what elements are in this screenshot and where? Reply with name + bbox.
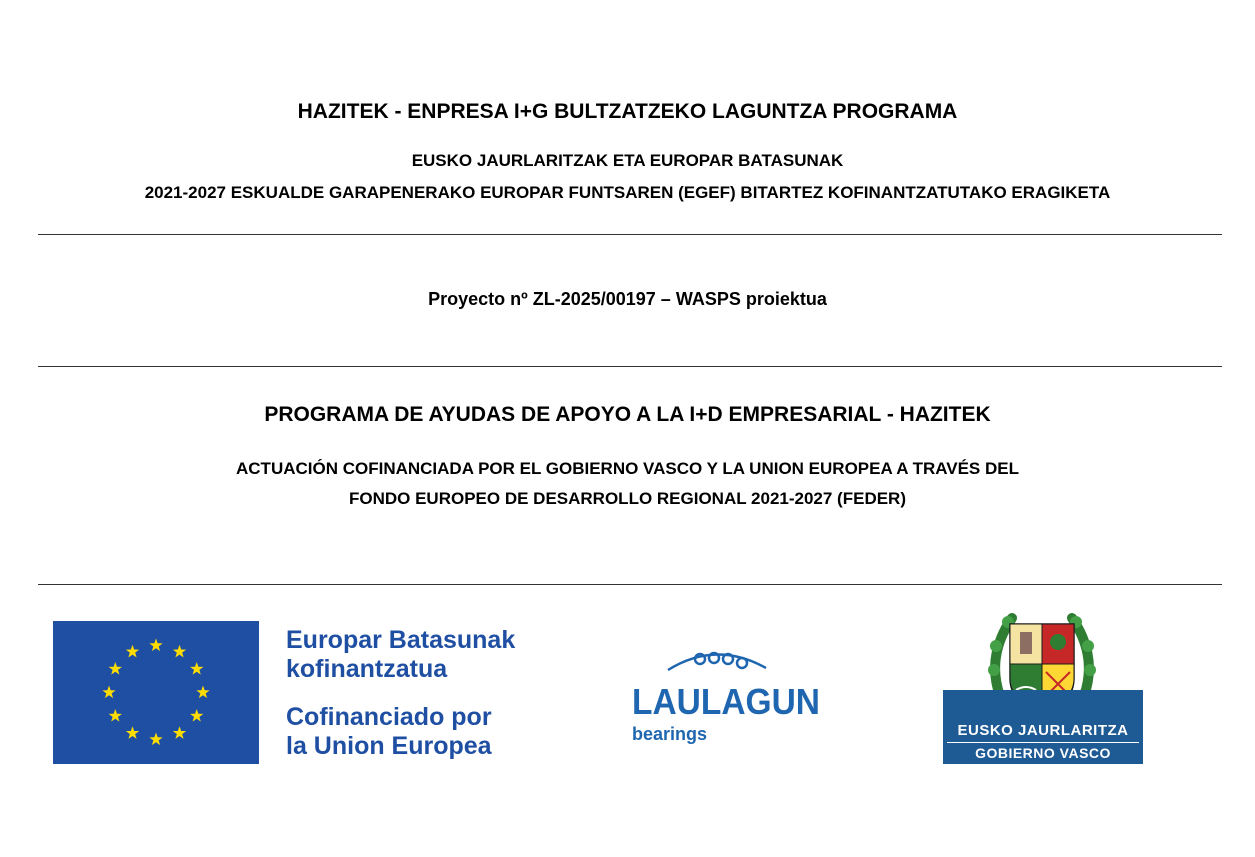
subtitle-line-1: EUSKO JAURLARITZAK ETA EUROPAR BATASUNAK [411,151,844,170]
programme-title: PROGRAMA DE AYUDAS DE APOYO A LA I+D EMPRESARIAL - HAZITEK [264,403,991,426]
page-title: HAZITEK - ENPRESA I+G BULTZATZEKO LAGUNTZA PROGRAMA [297,100,958,123]
laulagun-name: LAULAGUN [632,681,820,722]
eu-star-icon [149,733,162,746]
eu-star-icon [149,639,162,652]
divider-3 [38,584,1222,585]
eu-text-line-2: kofinantzatua [286,655,448,683]
eu-star-icon [173,645,186,658]
eu-star-icon [126,645,139,658]
gobierno-vasco-logo [940,606,1146,766]
eu-star-icon [173,726,186,739]
eu-text-line-4: la Union Europea [286,732,492,760]
gobierno-vasco-separator [947,742,1139,743]
subtitle-line-2: 2021-2027 ESKUALDE GARAPENERAKO EUROPAR FUNTSAREN (EGEF) BITARTEZ KOFINANTZATUTAKO ERAGIKETA [144,183,1111,202]
eu-star-icon [196,686,209,699]
eu-star-icon [102,686,115,699]
programme-line-1: ACTUACIÓN COFINANCIADA POR EL GOBIERNO VASCO Y LA UNION EUROPEA A TRAVÉS DEL [236,459,1019,478]
programme-line-2: FONDO EUROPEO DE DESARROLLO REGIONAL 2021-2027 (FEDER) [348,489,906,508]
eu-star-icon [109,662,122,675]
bearing-ball-icon [737,658,747,668]
laulagun-logo [626,644,826,746]
gobierno-vasco-name-box [943,690,1143,764]
gobierno-vasco-name-eu: EUSKO JAURLARITZA [957,722,1129,739]
divider-1 [38,234,1222,235]
eu-text-line-3: Cofinanciado por [286,703,492,731]
eu-star-icon [190,709,203,722]
eu-text-line-1: Europar Batasunak [286,626,516,654]
divider-2 [38,366,1222,367]
eu-star-icon [190,662,203,675]
eu-star-icon [126,726,139,739]
eu-star-icon [109,709,122,722]
laulagun-tagline: bearings [632,724,708,744]
gobierno-vasco-name-es: GOBIERNO VASCO [975,745,1111,761]
project-label: Proyecto nº ZL-2025/00197 – WASPS proiektua [428,289,827,309]
eu-flag-icon [53,621,259,764]
